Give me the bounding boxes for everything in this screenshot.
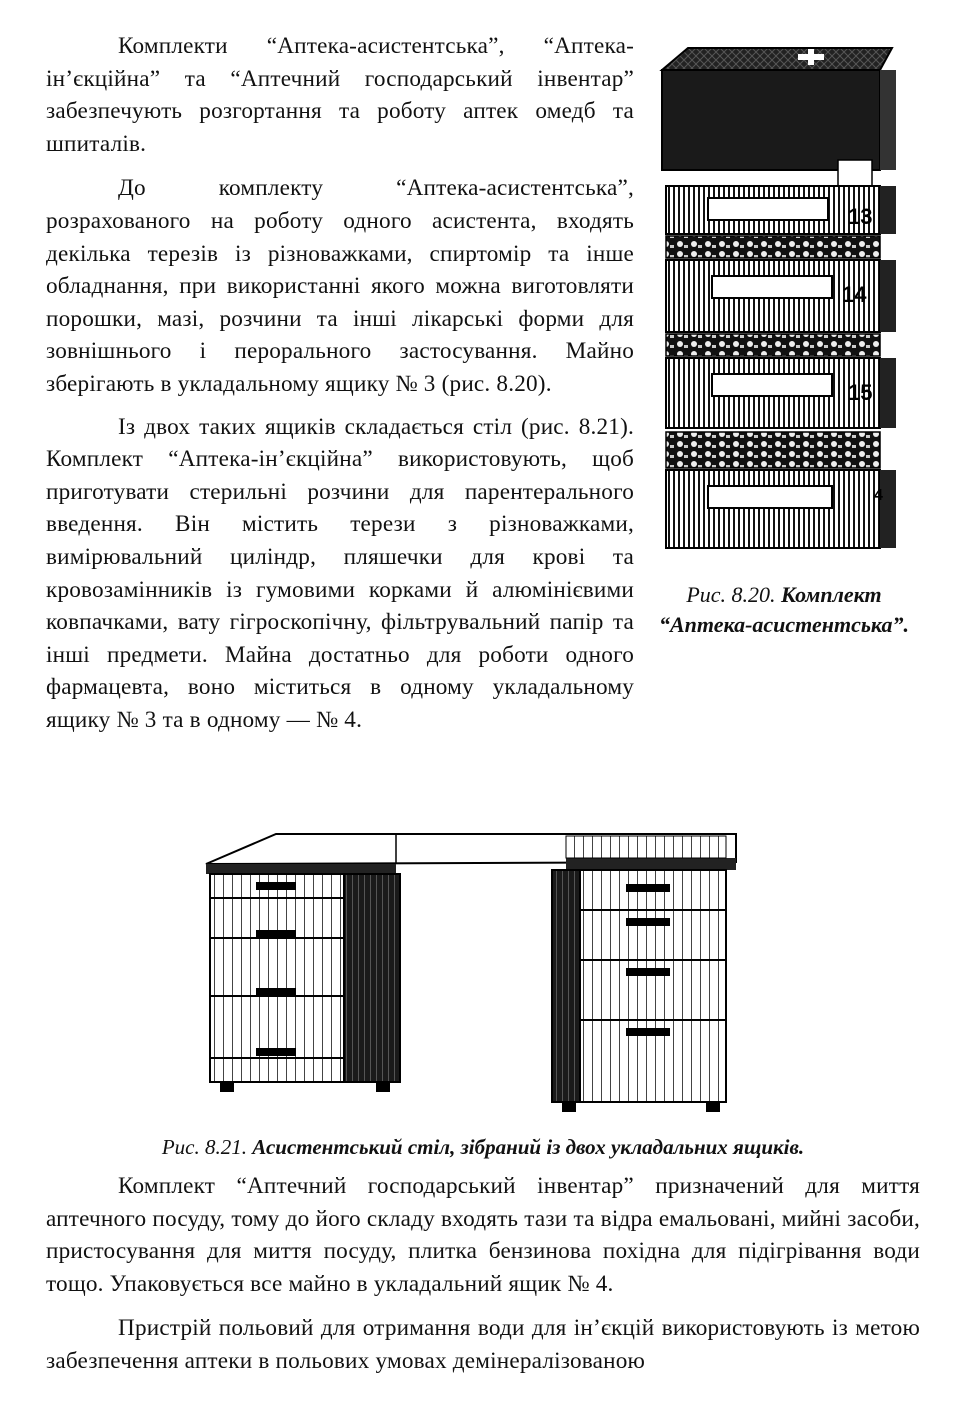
- figure-8-20-caption-text: Комплект “Аптека-асистентська”.: [658, 582, 910, 637]
- paragraph-3: Із двох таких ящиків складається стіл (рис. 8.21). Комплект “Аптека-ін’єкційна” використовують, щоб приготувати стерильні розчини для парентерального введення. Він містить терези з різноважками, вимірювальний циліндр, пляшечки для крові та кровозамінників із гумовими корками й алюмінієвими ковпачками, вату гігроскопічну, фільтрувальний папір та інші предмети. Майна достатньо для роботи одного фармацевта, воно міститься в одному укладальному ящику № 3 та в одному — № 4.: [46, 413, 634, 733]
- drawer-number-13: 13: [848, 204, 873, 229]
- paragraph-1: Комплекти “Аптека-асистентська”, “Аптека-ін’єкційна” та “Аптечний господарський інвентар” забезпечують розгортання та роботу аптек омедб та шпиталів.: [46, 33, 634, 157]
- figure-8-21-caption-lead: Рис. 8.21.: [161, 1135, 248, 1159]
- text-column-bottom: [46, 1170, 920, 1390]
- drawer-number-4: 4: [874, 487, 883, 504]
- paragraph-5: Пристрій польовий для отримання води для ін’єкцій використовують із метою забезпечення аптеки в польових умовах демінералізованою: [46, 1315, 920, 1374]
- drawer-13: [666, 186, 896, 234]
- drawer-14: [666, 260, 896, 332]
- right-pedestal: [552, 870, 726, 1112]
- paragraph-4: Комплект “Аптечний господарський інвентар” призначений для миття аптечного посуду, тому до його складу входять тази та відра емальовані, мийні засоби, пристосування для миття посуду, плитка бензинова похідна для підігрівання води тощо. Упаковується все майно в укладальний ящик № 4.: [46, 1173, 920, 1297]
- figure-8-20-caption: [648, 580, 920, 640]
- figure-8-21-caption: [46, 1132, 920, 1162]
- left-pedestal: [210, 874, 400, 1092]
- box-lid: [662, 48, 892, 70]
- drawer-15: [666, 358, 896, 428]
- paragraph-2: До комплекту “Аптека-асистентська”, розрахованого на роботу одного асистента, входять декілька терезів із різноважками, спиртомір та інше обладнання, при використанні якого можна виготовляти порошки, мазі, розчини та інші лікарські форми для зовнішнього і перорального застосування. Майно зберігають в укладальному ящику № 3 (рис. 8.20).: [46, 175, 634, 397]
- figure-8-21-caption-text: Асистентський стіл, зібраний із двох укладальних ящиків.: [252, 1135, 805, 1159]
- text-column-top: [46, 30, 634, 746]
- drawer-4: [666, 470, 896, 548]
- figure-8-20-caption-lead: Рис. 8.20.: [686, 582, 776, 607]
- figure-8-20-illustration: [648, 40, 920, 560]
- drawer-number-14: 14: [842, 282, 867, 307]
- drawer-number-15: 15: [848, 380, 873, 405]
- figure-8-21-illustration: [196, 826, 744, 1116]
